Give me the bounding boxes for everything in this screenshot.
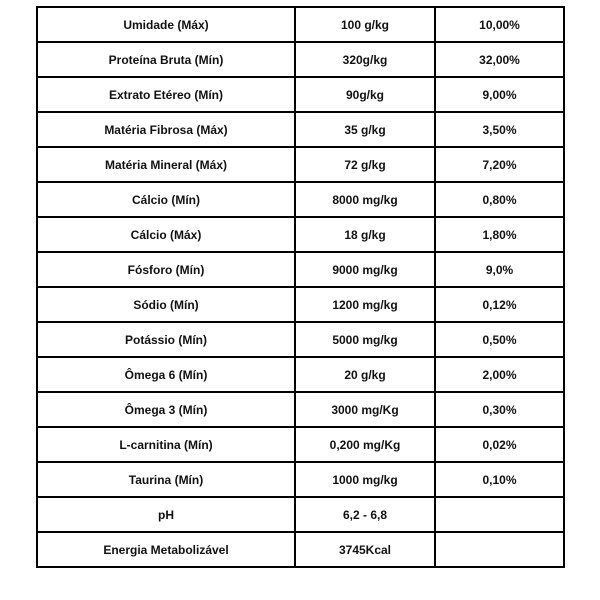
value-cell: 35 g/kg — [295, 112, 435, 147]
percent-cell: 9,00% — [435, 77, 564, 112]
percent-cell: 0,80% — [435, 182, 564, 217]
nutrient-cell: Sódio (Mín) — [37, 287, 295, 322]
nutrient-cell: Cálcio (Máx) — [37, 217, 295, 252]
table-row — [37, 217, 564, 252]
percent-cell: 0,10% — [435, 462, 564, 497]
percent-cell: 7,20% — [435, 147, 564, 182]
value-cell: 5000 mg/kg — [295, 322, 435, 357]
table-row — [37, 7, 564, 42]
percent-cell: 0,50% — [435, 322, 564, 357]
nutrient-cell: Potássio (Mín) — [37, 322, 295, 357]
table-row — [37, 147, 564, 182]
percent-cell: 10,00% — [435, 7, 564, 42]
table-row — [37, 42, 564, 77]
percent-cell: 3,50% — [435, 112, 564, 147]
value-cell: 3745Kcal — [295, 532, 435, 567]
percent-cell: 32,00% — [435, 42, 564, 77]
nutrient-cell: Matéria Fibrosa (Máx) — [37, 112, 295, 147]
nutrient-cell: Taurina (Mín) — [37, 462, 295, 497]
value-cell: 320g/kg — [295, 42, 435, 77]
table-row — [37, 497, 564, 532]
table-row — [37, 252, 564, 287]
value-cell: 1200 mg/kg — [295, 287, 435, 322]
table-row — [37, 532, 564, 567]
percent-cell: 0,12% — [435, 287, 564, 322]
value-cell: 0,200 mg/Kg — [295, 427, 435, 462]
nutrient-cell: Energia Metabolizável — [37, 532, 295, 567]
table-row — [37, 182, 564, 217]
table-row — [37, 322, 564, 357]
value-cell: 72 g/kg — [295, 147, 435, 182]
value-cell: 90g/kg — [295, 77, 435, 112]
value-cell: 20 g/kg — [295, 357, 435, 392]
percent-cell — [435, 532, 564, 567]
percent-cell: 2,00% — [435, 357, 564, 392]
value-cell: 9000 mg/kg — [295, 252, 435, 287]
percent-cell: 1,80% — [435, 217, 564, 252]
nutrient-cell: pH — [37, 497, 295, 532]
nutrition-table — [36, 6, 565, 568]
value-cell: 3000 mg/Kg — [295, 392, 435, 427]
percent-cell: 9,0% — [435, 252, 564, 287]
nutrient-cell: Extrato Etéreo (Mín) — [37, 77, 295, 112]
table-row — [37, 462, 564, 497]
value-cell: 8000 mg/kg — [295, 182, 435, 217]
value-cell: 1000 mg/kg — [295, 462, 435, 497]
nutrient-cell: Umidade (Máx) — [37, 7, 295, 42]
table-row — [37, 357, 564, 392]
nutrient-cell: L-carnitina (Mín) — [37, 427, 295, 462]
value-cell: 6,2 - 6,8 — [295, 497, 435, 532]
value-cell: 18 g/kg — [295, 217, 435, 252]
nutrient-cell: Cálcio (Mín) — [37, 182, 295, 217]
percent-cell — [435, 497, 564, 532]
value-cell: 100 g/kg — [295, 7, 435, 42]
percent-cell: 0,30% — [435, 392, 564, 427]
table-row — [37, 112, 564, 147]
table-row — [37, 77, 564, 112]
table-row — [37, 287, 564, 322]
nutrient-cell: Ômega 3 (Mín) — [37, 392, 295, 427]
nutrient-cell: Matéria Mineral (Máx) — [37, 147, 295, 182]
nutrient-cell: Fósforo (Mín) — [37, 252, 295, 287]
percent-cell: 0,02% — [435, 427, 564, 462]
table-row — [37, 427, 564, 462]
table-row — [37, 392, 564, 427]
nutrient-cell: Ômega 6 (Mín) — [37, 357, 295, 392]
nutrient-cell: Proteína Bruta (Mín) — [37, 42, 295, 77]
